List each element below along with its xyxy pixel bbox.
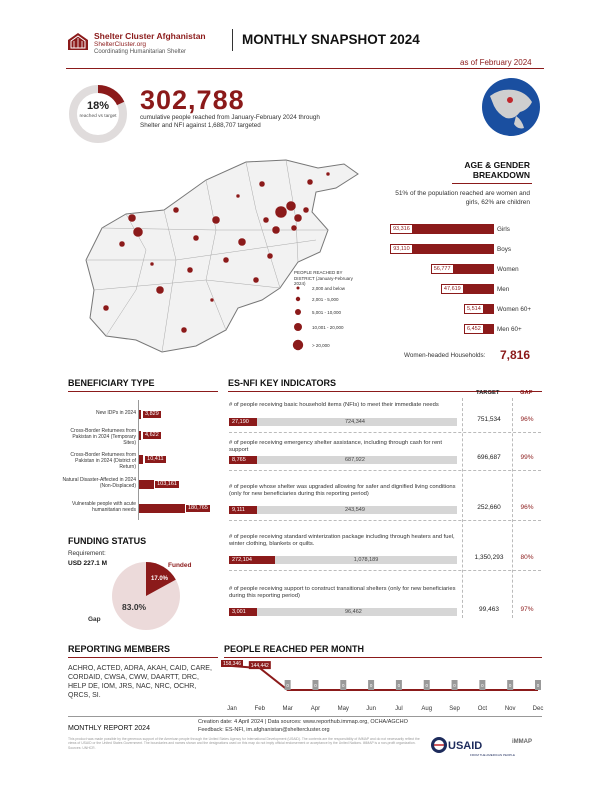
monthly-tick-label: Sep <box>449 706 460 712</box>
kpi-description: # of people receiving basic household items (NFIs) to meet their immediate needs <box>229 402 439 408</box>
age-gender-value: 6,452 <box>464 324 484 334</box>
funding-requirement-label: Requirement: <box>68 550 106 557</box>
kpi-separator <box>229 570 541 571</box>
beneficiary-value: 4,622 <box>142 431 162 440</box>
beneficiary-value: 10,411 <box>144 455 166 464</box>
kpi-target: 1,350,293 <box>474 554 504 561</box>
footer-report-title: MONTHLY REPORT 2024 <box>68 725 150 732</box>
monthly-tick-label: Jul <box>395 706 403 712</box>
women-headed-label: Women-headed Households: <box>404 352 486 359</box>
beneficiary-label: Natural Disaster-Affected in 2024 (Non-Displaced) <box>62 477 136 489</box>
monthly-data-point <box>395 680 403 712</box>
kpi-track <box>229 418 457 426</box>
monthly-data-label: 0 <box>508 683 512 688</box>
age-gender-description: 51% of the population reached are women and girls, 62% are children <box>395 190 530 206</box>
kpi-target-header: TARGET <box>476 390 500 396</box>
kpi-gap: 97% <box>520 606 534 613</box>
usaid-seal-icon <box>430 736 448 754</box>
map-legend-item: 10,001 - 20,000 <box>312 325 344 330</box>
shelter-cluster-logo-icon <box>66 30 90 52</box>
percent-reached-label: reached vs target <box>79 114 117 119</box>
beneficiary-label: Cross-Border Returnees from Pakistan in 2024 (District of Return) <box>70 452 136 470</box>
kpi-track <box>229 456 457 464</box>
header-rule <box>66 68 544 69</box>
kpi-remaining-value: 687,922 <box>345 457 365 463</box>
monthly-tick-label: Nov <box>504 706 516 712</box>
monthly-data-point <box>505 680 516 712</box>
monthly-data-point <box>338 680 349 712</box>
monthly-tick-label: May <box>337 706 349 712</box>
beneficiary-value: 103,161 <box>154 480 180 489</box>
monthly-data-point <box>478 680 488 712</box>
kpi-reached-value: 27,190 <box>232 419 249 425</box>
monthly-tick-label: Oct <box>477 706 488 712</box>
age-gender-rule <box>452 183 532 184</box>
monthly-data-point <box>366 680 376 712</box>
header-divider <box>232 29 233 51</box>
monthly-data-label: 0 <box>314 683 317 688</box>
monthly-chart-rule <box>224 657 542 658</box>
usaid-logo-text: USAID <box>448 740 483 752</box>
age-gender-value: 56,777 <box>431 264 454 274</box>
age-gender-value: 47,619 <box>441 284 464 294</box>
kpi-gap: 99% <box>520 454 534 461</box>
monthly-tick-label: Jan <box>227 706 237 712</box>
beneficiary-bar <box>139 431 141 440</box>
kpi-title: ES-NFI KEY INDICATORS <box>228 378 337 388</box>
funded-pct-label: 17.0% <box>151 576 169 582</box>
kpi-column-divider <box>512 398 513 618</box>
monthly-tick-label: Dec <box>532 706 544 712</box>
members-title: REPORTING MEMBERS <box>68 644 171 654</box>
monthly-data-label: 0 <box>397 683 401 688</box>
funded-label: Funded <box>168 562 192 569</box>
monthly-data-label: 0 <box>425 683 428 688</box>
as-of-date: as of February 2024 <box>460 58 532 67</box>
age-gender-value: 93,110 <box>390 244 412 254</box>
footer-creation-date: Creation date: 4 April 2024 | Data sources: www.reporthub.immap.org, OCHA/AGCHO <box>198 719 408 725</box>
total-description: cumulative people reached from January-February 2024 through Shelter and NFI against 1,688,707 targeted <box>140 114 320 129</box>
beneficiary-label: Cross-Border Returnees from Pakistan in 2024 (Temporary Sites) <box>70 428 136 446</box>
percent-reached: 18% <box>86 100 110 112</box>
globe-locator-icon <box>480 76 542 138</box>
beneficiary-value: 3,829 <box>142 410 162 419</box>
beneficiary-bar <box>139 455 143 464</box>
map-legend-title: PEOPLE REACHED BY DISTRICT (January-February 2024) <box>294 270 353 286</box>
kpi-remaining-value: 1,078,189 <box>353 557 379 563</box>
monthly-tick-label: Apr <box>310 706 321 712</box>
age-gender-title: AGE & GENDER BREAKDOWN <box>464 160 530 180</box>
gap-pct-label: 83.0% <box>122 602 147 612</box>
monthly-data-label: 0 <box>453 683 456 688</box>
beneficiary-bar <box>139 410 141 419</box>
age-gender-value: 5,514 <box>464 304 484 314</box>
kpi-remaining-value: 724,344 <box>345 419 365 425</box>
monthly-line-chart <box>220 660 546 716</box>
kpi-track <box>229 608 457 616</box>
monthly-data-point <box>282 680 292 712</box>
monthly-data-label: 0 <box>369 683 373 688</box>
org-website[interactable]: ShelterCluster.org <box>94 41 147 48</box>
monthly-data-label: 0 <box>481 683 484 688</box>
kpi-target: 696,687 <box>477 454 501 461</box>
kpi-reached-value: 8,765 <box>232 457 246 463</box>
kpi-gap: 96% <box>520 504 534 511</box>
monthly-data-label: 144,442 <box>250 663 269 670</box>
monthly-tick-label: Jun <box>366 706 376 712</box>
beneficiary-value: 180,765 <box>185 504 211 513</box>
kpi-separator <box>229 432 541 433</box>
monthly-tick-label: Mar <box>282 706 293 712</box>
monthly-data-point <box>221 660 243 712</box>
map-legend-item: > 20,000 <box>312 343 330 348</box>
kpi-description: # of people receiving standard winterization package including through heaters and fuel, winter clothing, blankets or quilts. <box>229 534 455 547</box>
kpi-column-divider <box>462 398 463 618</box>
gap-label: Gap <box>88 616 101 623</box>
org-tagline: Coordinating Humanitarian Shelter <box>94 49 187 55</box>
usaid-tagline: FROM THE AMERICAN PEOPLE <box>470 753 515 757</box>
immap-logo-text: iMMAP <box>512 739 532 745</box>
age-gender-label: Men 60+ <box>497 326 522 333</box>
kpi-description: # of people whose shelter was upgraded allowing for safer and dignified living conditions (only for new beneficiaries during this reporting period) <box>229 484 456 497</box>
kpi-remaining-value: 96,462 <box>345 609 362 615</box>
monthly-tick-label: Feb <box>254 706 265 712</box>
monthly-data-label: 158,346 <box>222 661 242 667</box>
funding-requirement-value: USD 227.1 M <box>68 560 108 567</box>
kpi-description: # of people receiving support to construct transitional shelters (only for new beneficiaries during this reporting period) <box>229 586 456 599</box>
beneficiary-label: Vulnerable people with acute humanitarian needs <box>71 501 136 513</box>
age-gender-label: Women <box>497 266 519 273</box>
beneficiary-title: BENEFICIARY TYPE <box>68 378 155 388</box>
monthly-data-label: 0 <box>536 683 540 688</box>
kpi-reached-value: 3,001 <box>232 609 246 615</box>
monthly-series-line <box>232 666 538 690</box>
map-legend-symbols <box>292 284 304 354</box>
kpi-gap: 80% <box>520 554 534 561</box>
monthly-data-point <box>533 680 544 712</box>
footer-rule <box>68 716 542 717</box>
total-reached: 302,788 <box>140 85 245 115</box>
page-title: MONTHLY SNAPSHOT 2024 <box>242 32 420 47</box>
kpi-gap: 96% <box>520 416 534 423</box>
kpi-target: 252,660 <box>477 504 501 511</box>
age-gender-label: Men <box>497 286 510 293</box>
beneficiary-rule <box>68 391 218 392</box>
kpi-reached-value: 272,104 <box>232 557 252 563</box>
monthly-chart-title: PEOPLE REACHED PER MONTH <box>224 644 365 654</box>
footer-feedback: Feedback: ES-NFI, im.afghanistan@sheltercluster.org <box>198 727 330 733</box>
funding-pie-chart <box>110 560 182 632</box>
monthly-data-point <box>249 661 271 712</box>
footer-disclaimer: This product was made possible by the generous support of the American people through the United States Agency for International Development (USAID). The contents are the responsibility of iMMAP and do not necessarily reflect the views of USAID or the United States Government. The boundaries and names shown and the designations used on this map do not imply official endorsement or acceptance by the United Nations. iMMAP is a non-profit organization. Sources: UNHCR. <box>68 737 420 750</box>
kpi-target: 751,534 <box>477 416 501 423</box>
kpi-track <box>229 506 457 514</box>
kpi-reached-value: 9,111 <box>232 507 245 513</box>
kpi-description: # of people receiving emergency shelter assistance, including through cash for rent support <box>229 440 442 453</box>
monthly-data-point <box>421 680 432 712</box>
monthly-tick-label: Aug <box>421 706 433 712</box>
kpi-target: 99,463 <box>479 606 499 613</box>
members-rule <box>68 657 218 658</box>
funding-title: FUNDING STATUS <box>68 536 147 546</box>
women-headed-value: 7,816 <box>500 348 531 362</box>
monthly-data-point <box>449 680 460 712</box>
beneficiary-label: New IDPs in 2024 <box>95 410 136 416</box>
map-legend-item: 5,001 - 10,000 <box>312 310 342 315</box>
monthly-data-label: 0 <box>286 683 289 688</box>
monthly-data-point <box>311 680 320 712</box>
age-gender-value: 93,316 <box>390 224 413 234</box>
map-legend-item: 2,000 and below <box>312 286 346 291</box>
org-name: Shelter Cluster Afghanistan <box>94 31 206 41</box>
age-gender-label: Girls <box>497 226 510 233</box>
members-list: ACHRO, ACTED, ADRA, AKAH, CAID, CARE, CORDAID, CWSA, CWW, DAARTT, DRC, HELP DE, IOM, JRS, NAC, NRC, OCHR, QRCS, SI. <box>68 665 212 699</box>
age-gender-label: Women 60+ <box>497 306 532 313</box>
map-legend-item: 2,001 - 5,000 <box>312 297 339 302</box>
monthly-data-label: 0 <box>342 683 345 688</box>
kpi-remaining-value: 243,549 <box>345 507 365 513</box>
age-gender-label: Boys <box>497 246 511 253</box>
kpi-separator <box>229 520 541 521</box>
kpi-gap-header: GAP <box>520 390 533 396</box>
kpi-separator <box>229 470 541 471</box>
